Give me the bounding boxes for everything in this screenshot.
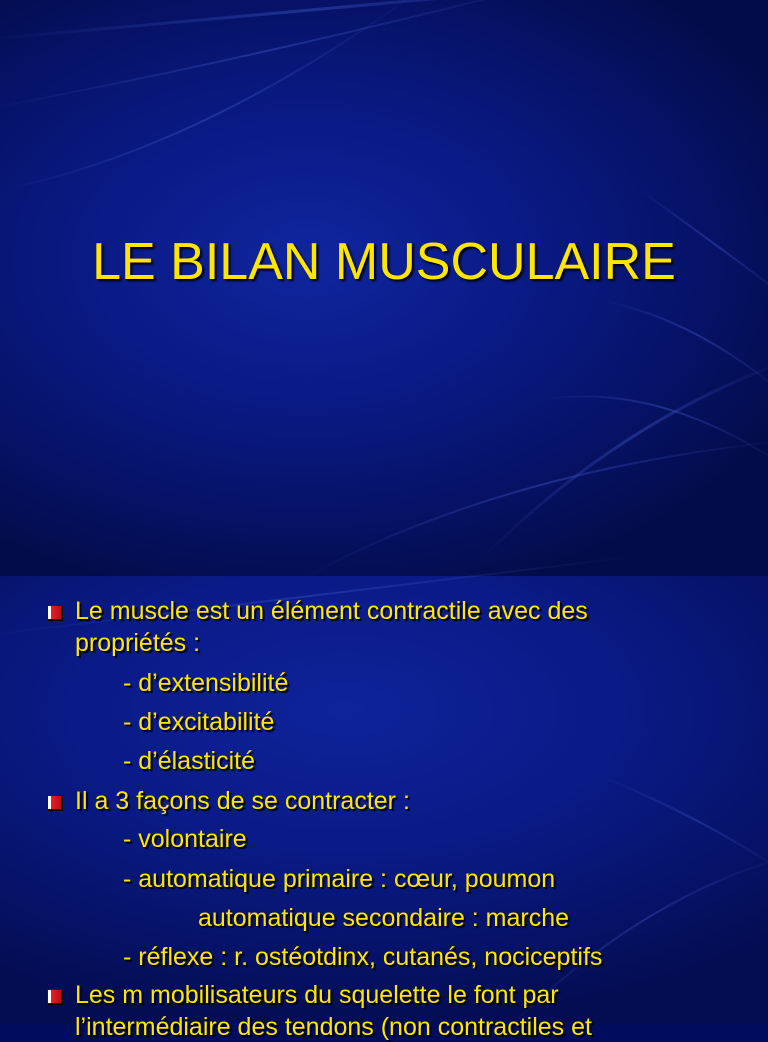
bullet-icon	[47, 989, 62, 1004]
sub-item: - d’extensibilité	[123, 669, 289, 697]
sub-item: - volontaire	[123, 825, 247, 853]
sub-item-indented: automatique secondaire : marche	[198, 904, 570, 932]
sub-item: - d’excitabilité	[123, 708, 275, 736]
bullet-icon	[47, 605, 62, 620]
content-slide	[0, 576, 768, 1041]
sub-item: - réflexe : r. ostéotdinx, cutanés, nociceptifs	[123, 943, 603, 971]
bullet-2-line-1: Il a 3 façons de se contracter :	[75, 787, 410, 815]
bullet-1-line-2: propriétés :	[75, 629, 201, 657]
sub-item: - d’élasticité	[123, 747, 255, 775]
bullet-1-line-1: Le muscle est un élément contractile avec des	[75, 597, 588, 625]
bullet-3-line-1: Les m mobilisateurs du squelette le font par	[75, 981, 559, 1009]
bullet-icon	[47, 795, 62, 810]
slide-title: LE BILAN MUSCULAIRE	[92, 233, 676, 291]
bullet-3-line-2-cutoff: l’intermédiaire des tendons (non contractiles et	[75, 1013, 592, 1041]
sub-item: - automatique primaire : cœur, poumon	[123, 865, 556, 893]
